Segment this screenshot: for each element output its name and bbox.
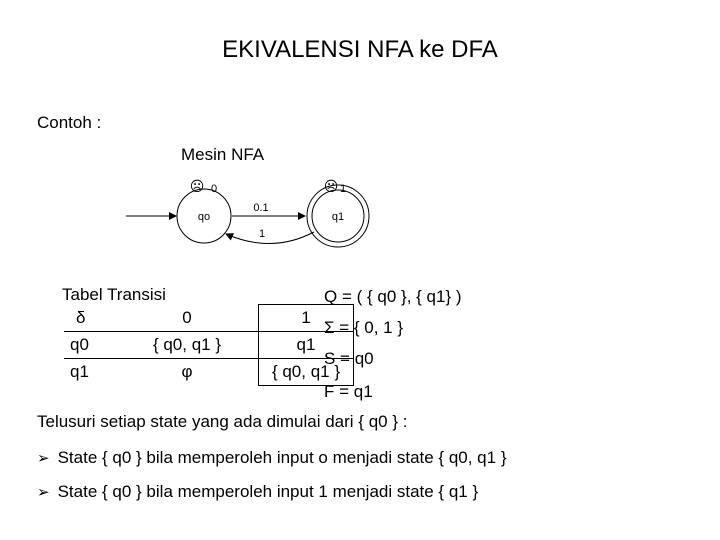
def-final-state: F = q1	[324, 382, 373, 401]
table-header-cell: 1	[259, 305, 354, 332]
table-cell: q1	[259, 332, 354, 359]
state-q1-tag: 1	[340, 183, 347, 195]
list-item	[37, 482, 478, 502]
table-row	[64, 359, 354, 386]
def-start-state: S = q0	[324, 349, 374, 368]
table-cell: { q0, q1 }	[259, 359, 354, 386]
state-q0-name: qo	[197, 211, 211, 223]
list-item	[37, 448, 507, 468]
table-header-cell: δ	[76, 307, 86, 327]
contoh-label: Contoh :	[37, 113, 102, 132]
table-cell: { q0, q1 }	[116, 332, 259, 359]
state-q0-tag: 0	[211, 183, 218, 195]
page-title: EKIVALENSI NFA ke DFA	[222, 36, 498, 63]
edge-q1-q0-label: 1	[258, 228, 266, 240]
edge-q0-q1-label: 0.1	[253, 202, 269, 214]
arrow-bullet-icon: ➢	[37, 450, 50, 467]
table-header-cell: 0	[116, 305, 259, 332]
table-cell: φ	[116, 359, 259, 386]
def-states: Q = ( { q0 }, { q1} )	[324, 287, 462, 306]
transition-table-title: Tabel Transisi	[62, 285, 166, 304]
def-alphabet: Σ = { 0, 1 }	[324, 318, 404, 337]
table-cell: q1	[70, 362, 89, 382]
table-cell: q0	[64, 332, 116, 359]
list-item-text: State { q0 } bila memperoleh input o menjadi state { q0, q1 }	[57, 448, 507, 467]
table-header-row	[64, 305, 354, 332]
table-row	[64, 332, 354, 359]
list-item-text: State { q0 } bila memperoleh input 1 menjadi state { q1 }	[57, 482, 479, 501]
state-q0-tag-icon: ☹	[189, 179, 205, 195]
nfa-machine-label: Mesin NFA	[181, 145, 265, 164]
trace-intro: Telusuri setiap state yang ada dimulai dari { q0 } :	[37, 412, 408, 431]
edge-q1-to-q0	[226, 232, 314, 244]
arrow-bullet-icon: ➢	[37, 484, 50, 501]
state-q1-tag-icon: ☹	[323, 179, 339, 195]
state-q1-name: q1	[331, 211, 345, 223]
transition-table	[64, 304, 354, 386]
